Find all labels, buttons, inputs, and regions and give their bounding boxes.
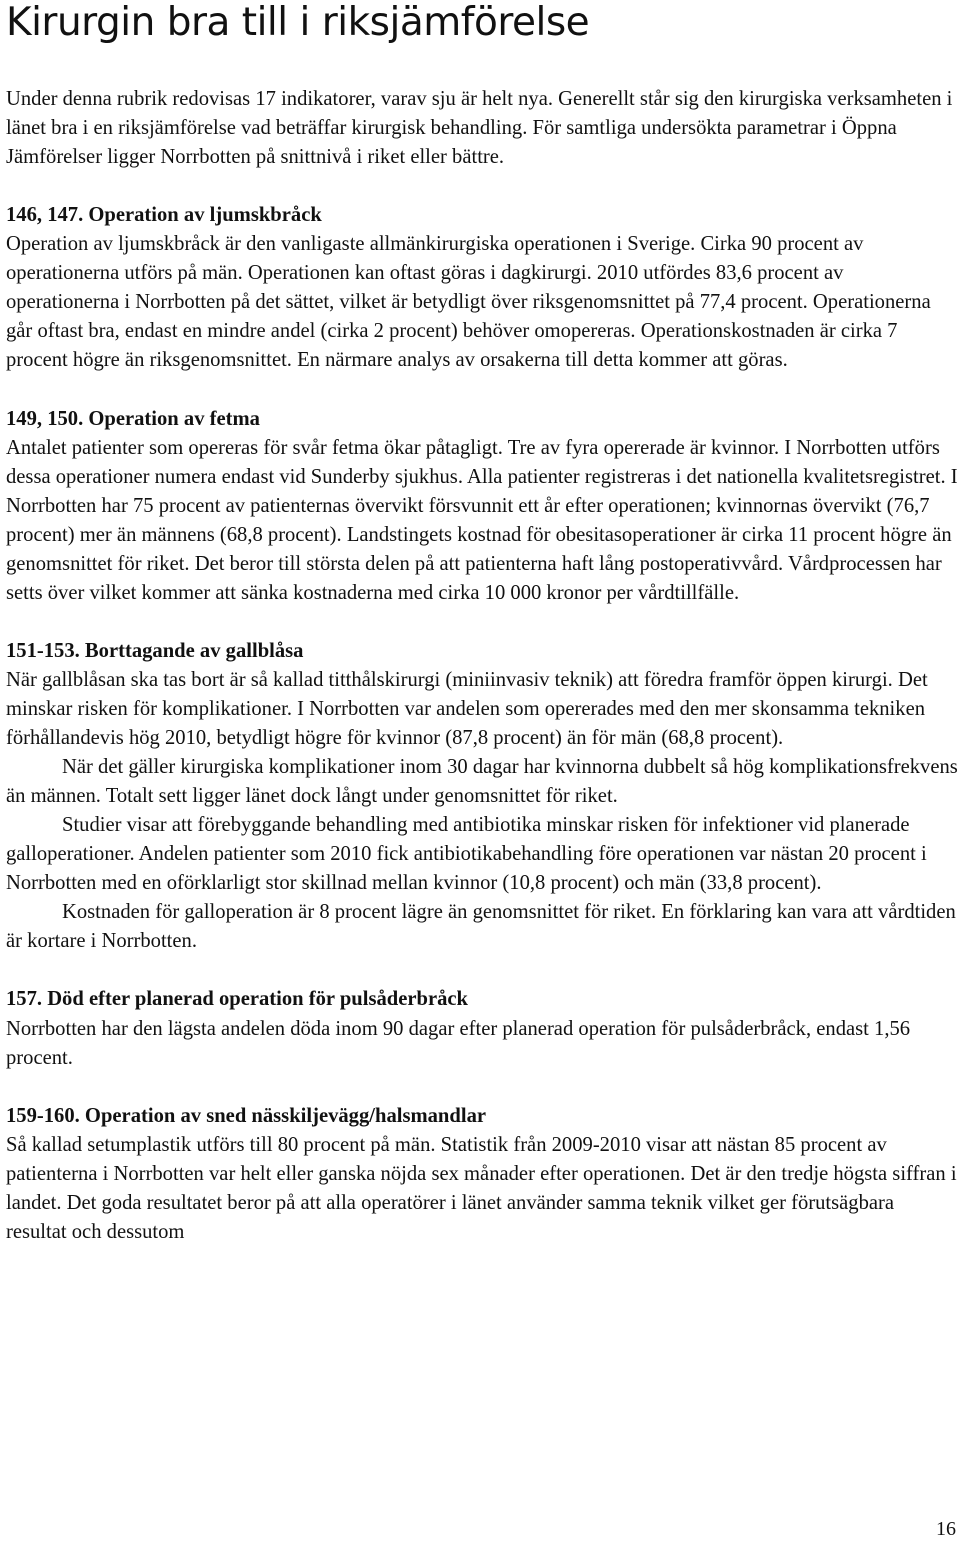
section-heading-fetma: 149, 150. Operation av fetma [6,407,260,430]
page-number: 16 [936,1518,956,1540]
section-paragraph: När det gäller kirurgiska komplikationer inom 30 dagar har kvinnorna dubbelt så hög komplikationsfrekvens än männen. Totalt sett ligger länet dock långt under genomsnittet för riket. [6,756,958,808]
document-body [6,85,958,1247]
section-heading-nasskiljevagg: 159-160. Operation av sned nässkiljevägg/halsmandlar [6,1104,487,1127]
section-paragraph: Studier visar att förebyggande behandling med antibiotika minskar risken för infektioner vid planerade galloperationer. Andelen patienter som 2010 fick antibiotikabehandling före operationen var nästan 20 procent i Norrbotten med en oförklarligt stor skillnad mellan kvinnor (10,8 procent) och män (33,8 procent). [6,814,927,895]
section-paragraph: Norrbotten har den lägsta andelen döda inom 90 dagar efter planerad operation för pulsåderbråck, endast 1,56 procent. [6,1017,911,1069]
spacer [6,172,958,201]
section-paragraph: Så kallad setumplastik utförs till 80 procent på män. Statistik från 2009-2010 visar att nästan 85 procent av patienterna i Norrbotten var helt eller ganska nöjda sex månader efter operationen. Det är den tredje högsta siffran i landet. Det goda resultatet beror på att alla operatörer i länet använder samma teknik vilket ger förutsägbara resultat och dessutom [6,1133,957,1243]
section-paragraph: Antalet patienter som opereras för svår fetma ökar påtagligt. Tre av fyra opererade är kvinnor. I Norrbotten utförs dessa operationer numera endast vid Sunderby sjukhus. Alla patienter registreras i det nationella kvalitetsregistret. I Norrbotten har 75 procent av patienternas övervikt försvunnit ett år efter operationen; kvinnornas övervikt (76,7 procent) mer än männens (68,8 procent). Landstingets kostnad för obesitasoperationer är cirka 11 procent högre än genomsnittet för riket. Det beror till största delen på att patienterna haft lång postoperativvård. Vårdprocessen har setts över vilket kommer att sänka kostnaderna med cirka 10 000 kronor per vårdtillfälle. [6,436,958,604]
spacer [6,375,958,404]
section-heading-pulsaderbrack: 157. Död efter planerad operation för pulsåderbråck [6,988,469,1011]
spacer [6,956,958,985]
section-paragraph: Kostnaden för galloperation är 8 procent lägre än genomsnittet för riket. En förklaring kan vara att vårdtiden är kortare i Norrbotten. [6,901,956,953]
spacer [6,1073,958,1102]
section-heading-gallblasa: 151-153. Borttagande av gallblåsa [6,639,304,662]
section-paragraph: När gallblåsan ska tas bort är så kallad titthålskirurgi (miniinvasiv teknik) att föredra framför öppen kirurgi. Det minskar risken för komplikationer. I Norrbotten var andelen som opererades med den mer skonsamma tekniken förhållandevis hög 2010, betydligt högre för kvinnor (87,8 procent) än för män (68,8 procent). [6,668,928,750]
page-title: Kirurgin bra till i riksjämförelse [6,0,590,45]
section-heading-ljumskbrack: 146, 147. Operation av ljumskbråck [6,204,322,227]
spacer [6,608,958,637]
intro-paragraph: Under denna rubrik redovisas 17 indikatorer, varav sju är helt nya. Generellt står sig den kirurgiska verksamheten i länet bra i en riksjämförelse vad beträffar kirurgisk behandling. För samtliga undersökta parametrar i Öppna Jämförelser ligger Norrbotten på snittnivå i riket eller bättre. [6,88,953,169]
section-paragraph: Operation av ljumskbråck är den vanligaste allmänkirurgiska operationen i Sverige. Cirka 90 procent av operationerna utförs på män. Operationen kan oftast göras i dagkirurgi. 2010 utfördes 83,6 procent av operationerna i Norrbotten på det sättet, vilket är betydligt över riksgenomsnittet på 77,4 procent. Operationerna går oftast bra, endast en mindre andel (cirka 2 procent) behöver omopereras. Operationskostnaden är cirka 7 procent högre än riksgenomsnittet. En närmare analys av orsakerna till detta kommer att göras. [6,233,931,372]
